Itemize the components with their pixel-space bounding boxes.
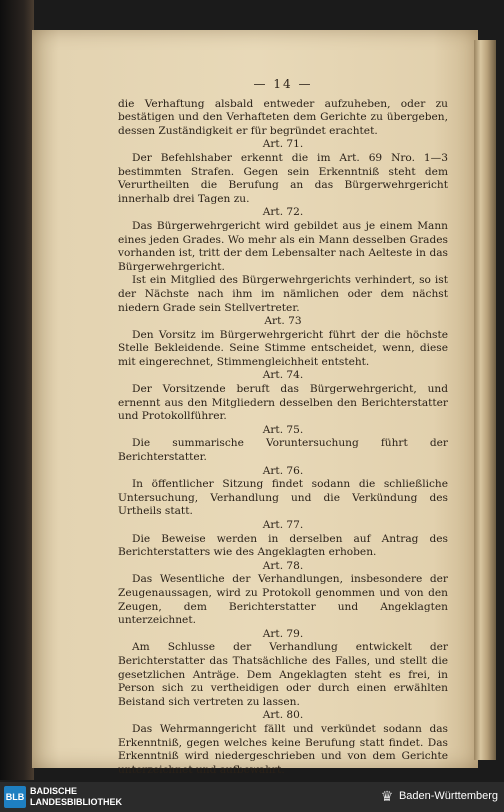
- blb-logo-icon[interactable]: BLB: [4, 786, 26, 808]
- article-heading: Art. 78.: [262, 559, 304, 572]
- article-heading: Art. 77.: [262, 519, 304, 531]
- paragraph: Die Beweise werden in derselben auf Antrag des Berichterstatters wie des Angeklagten erhoben.: [118, 532, 448, 559]
- paragraph: Ist ein Mitglied des Bürgerwehrgerichts verhindert, so ist der Nächste nach ihm im nämlichen oder dem nächst niedern Grade sein Stellvertreter.: [118, 274, 448, 314]
- paragraph: Den Vorsitz im Bürgerwehrgericht führt der die höchste Stelle Bekleidende. Seine Stimme entscheidet, wenn, diese mit eingerechnet, Stimmengleichheit entsteht.: [118, 328, 448, 368]
- library-name-line2: LANDESBIBLIOTHEK: [30, 797, 122, 807]
- article-heading: Art. 75.: [262, 423, 304, 436]
- paragraph: Das Bürgerwehrgericht wird gebildet aus je einem Mann eines jeden Grades. Wo mehr als ein Mann desselben Grades vorhanden ist, tritt der dem Lebensalter nach Aelteste in das Bürgerwehrgericht.: [118, 219, 448, 273]
- paragraph: Der Befehlshaber erkennt die im Art. 69 Nro. 1—3 bestimmten Strafen. Gegen sein Erkenntniß steht dem Verurtheilten die Berufung an das Bürgerwehrgericht innerhalb drei Tagen zu.: [118, 151, 448, 205]
- paragraph: Das Wesentliche der Verhandlungen, insbesondere der Zeugenaussagen, wird zu Protokoll genommen und von den Zeugen, dem Berichterstatter und Angeklagten unterzeichnet.: [118, 573, 448, 627]
- scan-background-left: [0, 0, 34, 780]
- paragraph: Die summarische Voruntersuchung führt der Berichterstatter.: [118, 437, 448, 464]
- library-name-line1: BADISCHE: [30, 786, 78, 796]
- state-name[interactable]: Baden-Württemberg: [398, 790, 498, 802]
- page-text: [118, 78, 448, 777]
- article-heading: Art. 74.: [262, 369, 304, 382]
- page-edge: [474, 40, 496, 760]
- coat-of-arms-icon[interactable]: ♛: [380, 789, 394, 805]
- paragraph: In öffentlicher Sitzung findet sodann die schließliche Untersuchung, Verhandlung und die Verkündung des Urtheils statt.: [118, 478, 448, 518]
- page-number: — 14 —: [253, 77, 313, 91]
- text-body: [118, 98, 448, 778]
- paragraph: die Verhaftung alsbald entweder aufzuheben, oder zu bestätigen und den Verhafteten dem Gerichte zu übergeben, dessen Zuständigkeit er für begründet erachtet.: [118, 97, 448, 137]
- paragraph: Das Wehrmanngericht fällt und verkündet sodann das Erkenntniß, gegen welches keine Berufung statt findet. Das Erkenntniß wird niedergeschrieben und von dem Gerichte unterzeichnet und aufbewahrt.: [118, 722, 448, 776]
- article-heading: Art. 71.: [262, 138, 304, 151]
- article-heading: Art. 79.: [262, 627, 304, 640]
- library-name[interactable]: [30, 786, 122, 808]
- article-heading: Art. 80.: [262, 709, 304, 722]
- article-heading: Art. 73: [264, 315, 302, 328]
- article-heading: Art. 72.: [262, 206, 304, 219]
- footer-bar: [0, 782, 504, 812]
- paragraph: Am Schlusse der Verhandlung entwickelt der Berichterstatter das Thatsächliche des Falles, und stellt die gesetzlichen Anträge. Dem Angeklagten steht es frei, in Person sich zu vertheidigen oder durch einen erwählten Beistand sich vertreten zu lassen.: [118, 641, 448, 708]
- paragraph: Der Vorsitzende beruft das Bürgerwehrgericht, und ernennt aus den Mitgliedern desselben den Berichterstatter und Protokollführer.: [118, 383, 448, 423]
- article-heading: Art. 76.: [262, 464, 304, 477]
